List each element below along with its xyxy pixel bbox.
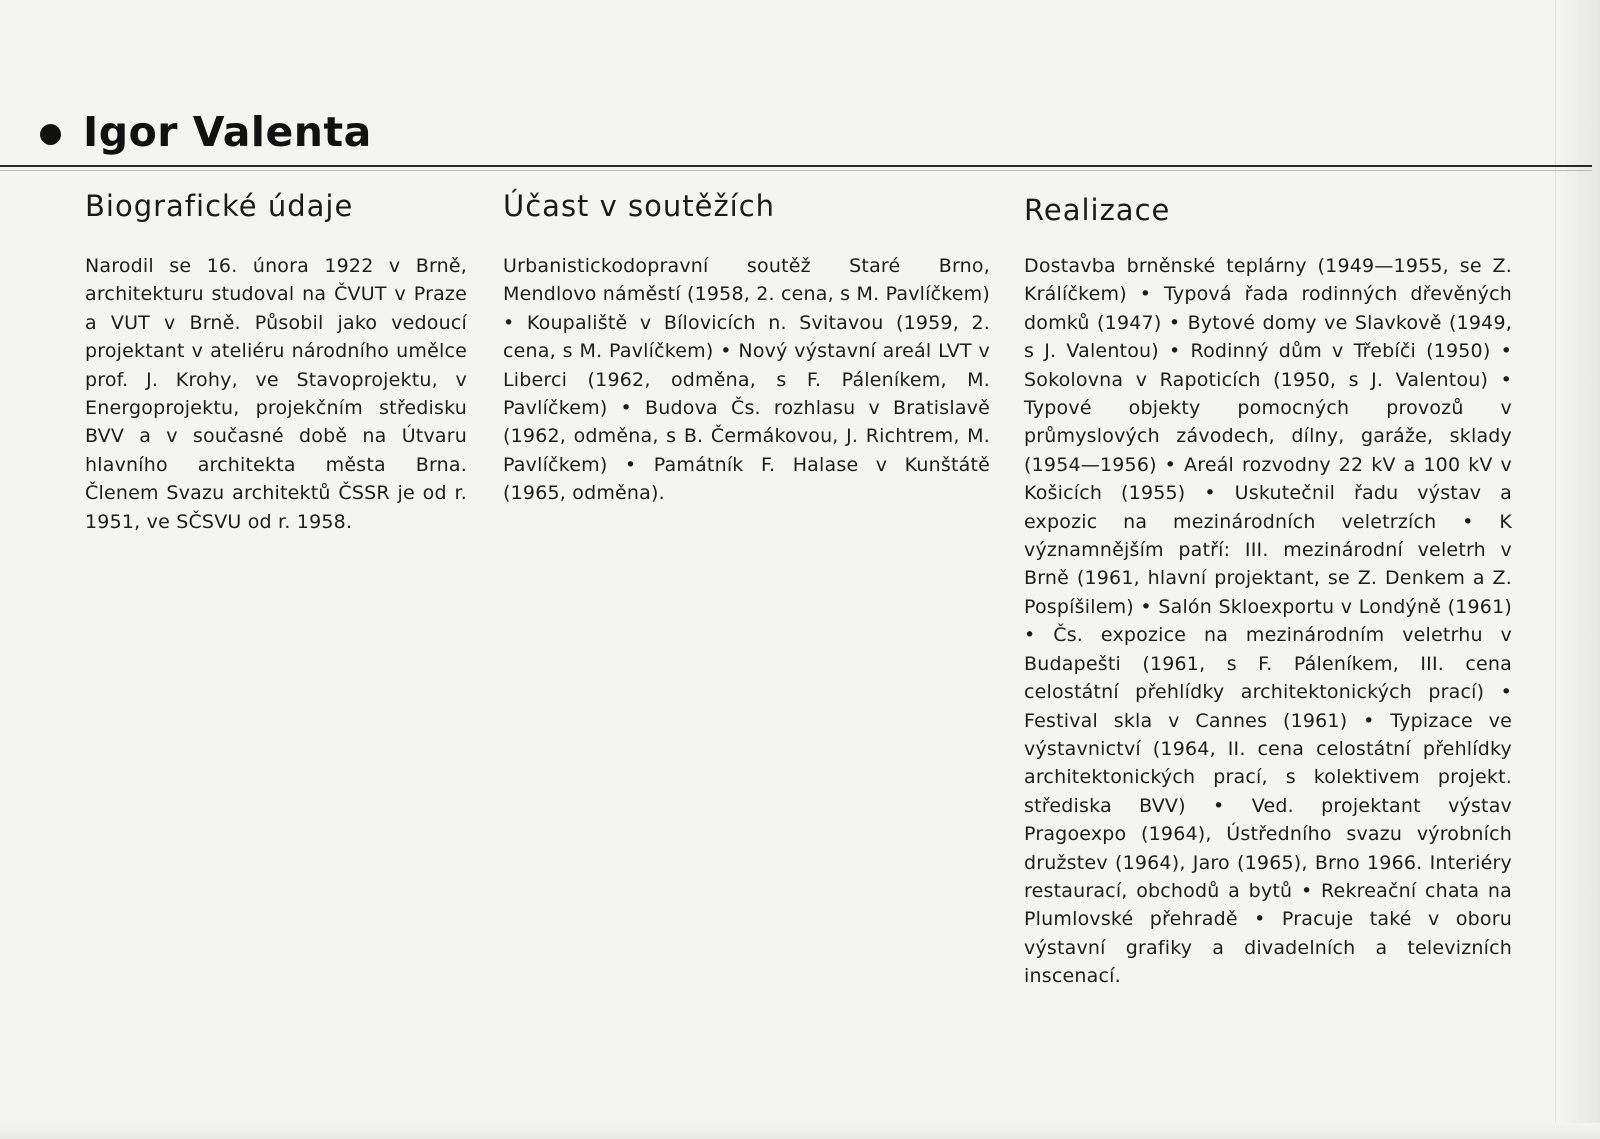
biography-heading: Biografické údaje bbox=[85, 189, 354, 223]
competitions-text: Urbanistickodopravní soutěž Staré Brno, Mendlovo náměstí (1958, 2. cena, s M. Pavlíčkem) • Koupaliště v Bílovicích n. Svitavou (1959, 2. cena, s M. Pavlíčkem) • Nový výstavní areál LVT v Liberci (1962, odměna, s F. Páleníkem, M. Pavlíčkem) • Budova Čs. rozhlasu v Bratislavě (1962, odměna, s B. Čermákovou, J. Richtrem, M. Pavlíčkem) • Památník F. Halase v Kunštátě (1965, odměna). bbox=[503, 255, 990, 505]
biography-column bbox=[85, 186, 467, 536]
realizations-column bbox=[1024, 190, 1512, 991]
header-rule bbox=[0, 165, 1592, 167]
header-rule-shadow bbox=[0, 170, 1592, 171]
realizations-text: Dostavba brněnské teplárny (1949—1955, se Z. Králíčkem) • Typová řada rodinných dřevěných domků (1947) • Bytové domy ve Slavkově (1949, s J. Valentou) • Rodinný dům v Třebíči (1950) • Sokolovna v Rapoticích (1950, s J. Valentou) • Typové objekty pomocných provozů v průmyslových závodech, dílny, garáže, sklady (1954—1956) • Areál rozvodny 22 kV a 100 kV v Košicích (1955) • Uskutečnil řadu výstav a expozic na mezinárodních veletrzích • K významnějším patří: III. mezinárodní veletrh v Brně (1961, hlavní projektant, se Z. Denkem a Z. Pospíšilem) • Salón Skloexportu v Londýně (1961) • Čs. expozice na mezinárodním veletrhu v Budapešti (1961, s F. Páleníkem, III. cena celostátní přehlídky architektonických prací) • Festival skla v Cannes (1961) • Typizace ve výstavnictví (1964, II. cena celostátní přehlídky architektonických prací, s kolektivem projekt. střediska BVV) • Ved. projektant výstav Pragoexpo (1964), Ústředního svazu výrobních družstev (1964), Jaro (1965), Brno 1966. Interiéry restaurací, obchodů a bytů • Rekreační chata na Plumlovské přehradě • Pracuje také v oboru výstavní grafiky a divadelních a televizních inscenací. bbox=[1024, 255, 1512, 988]
competitions-heading: Účast v soutěžích bbox=[503, 189, 776, 223]
realizations-heading: Realizace bbox=[1024, 193, 1171, 227]
bullet-icon bbox=[40, 124, 61, 145]
page-bottom-edge bbox=[0, 1123, 1600, 1139]
page-header bbox=[40, 104, 372, 160]
biography-text: Narodil se 16. února 1922 v Brně, architekturu studoval na ČVUT v Praze a VUT v Brně. Působil jako vedoucí projektant v ateliéru národního umělce prof. J. Krohy, ve Stavoprojektu, v Energoprojektu, projekčním středisku BVV a v současné době na Útvaru hlavního architekta města Brna. Členem Svazu architektů ČSSR je od r. 1951, ve SČSVU od r. 1958. bbox=[85, 255, 467, 533]
page-title: Igor Valenta bbox=[83, 108, 372, 156]
competitions-column bbox=[503, 186, 990, 508]
